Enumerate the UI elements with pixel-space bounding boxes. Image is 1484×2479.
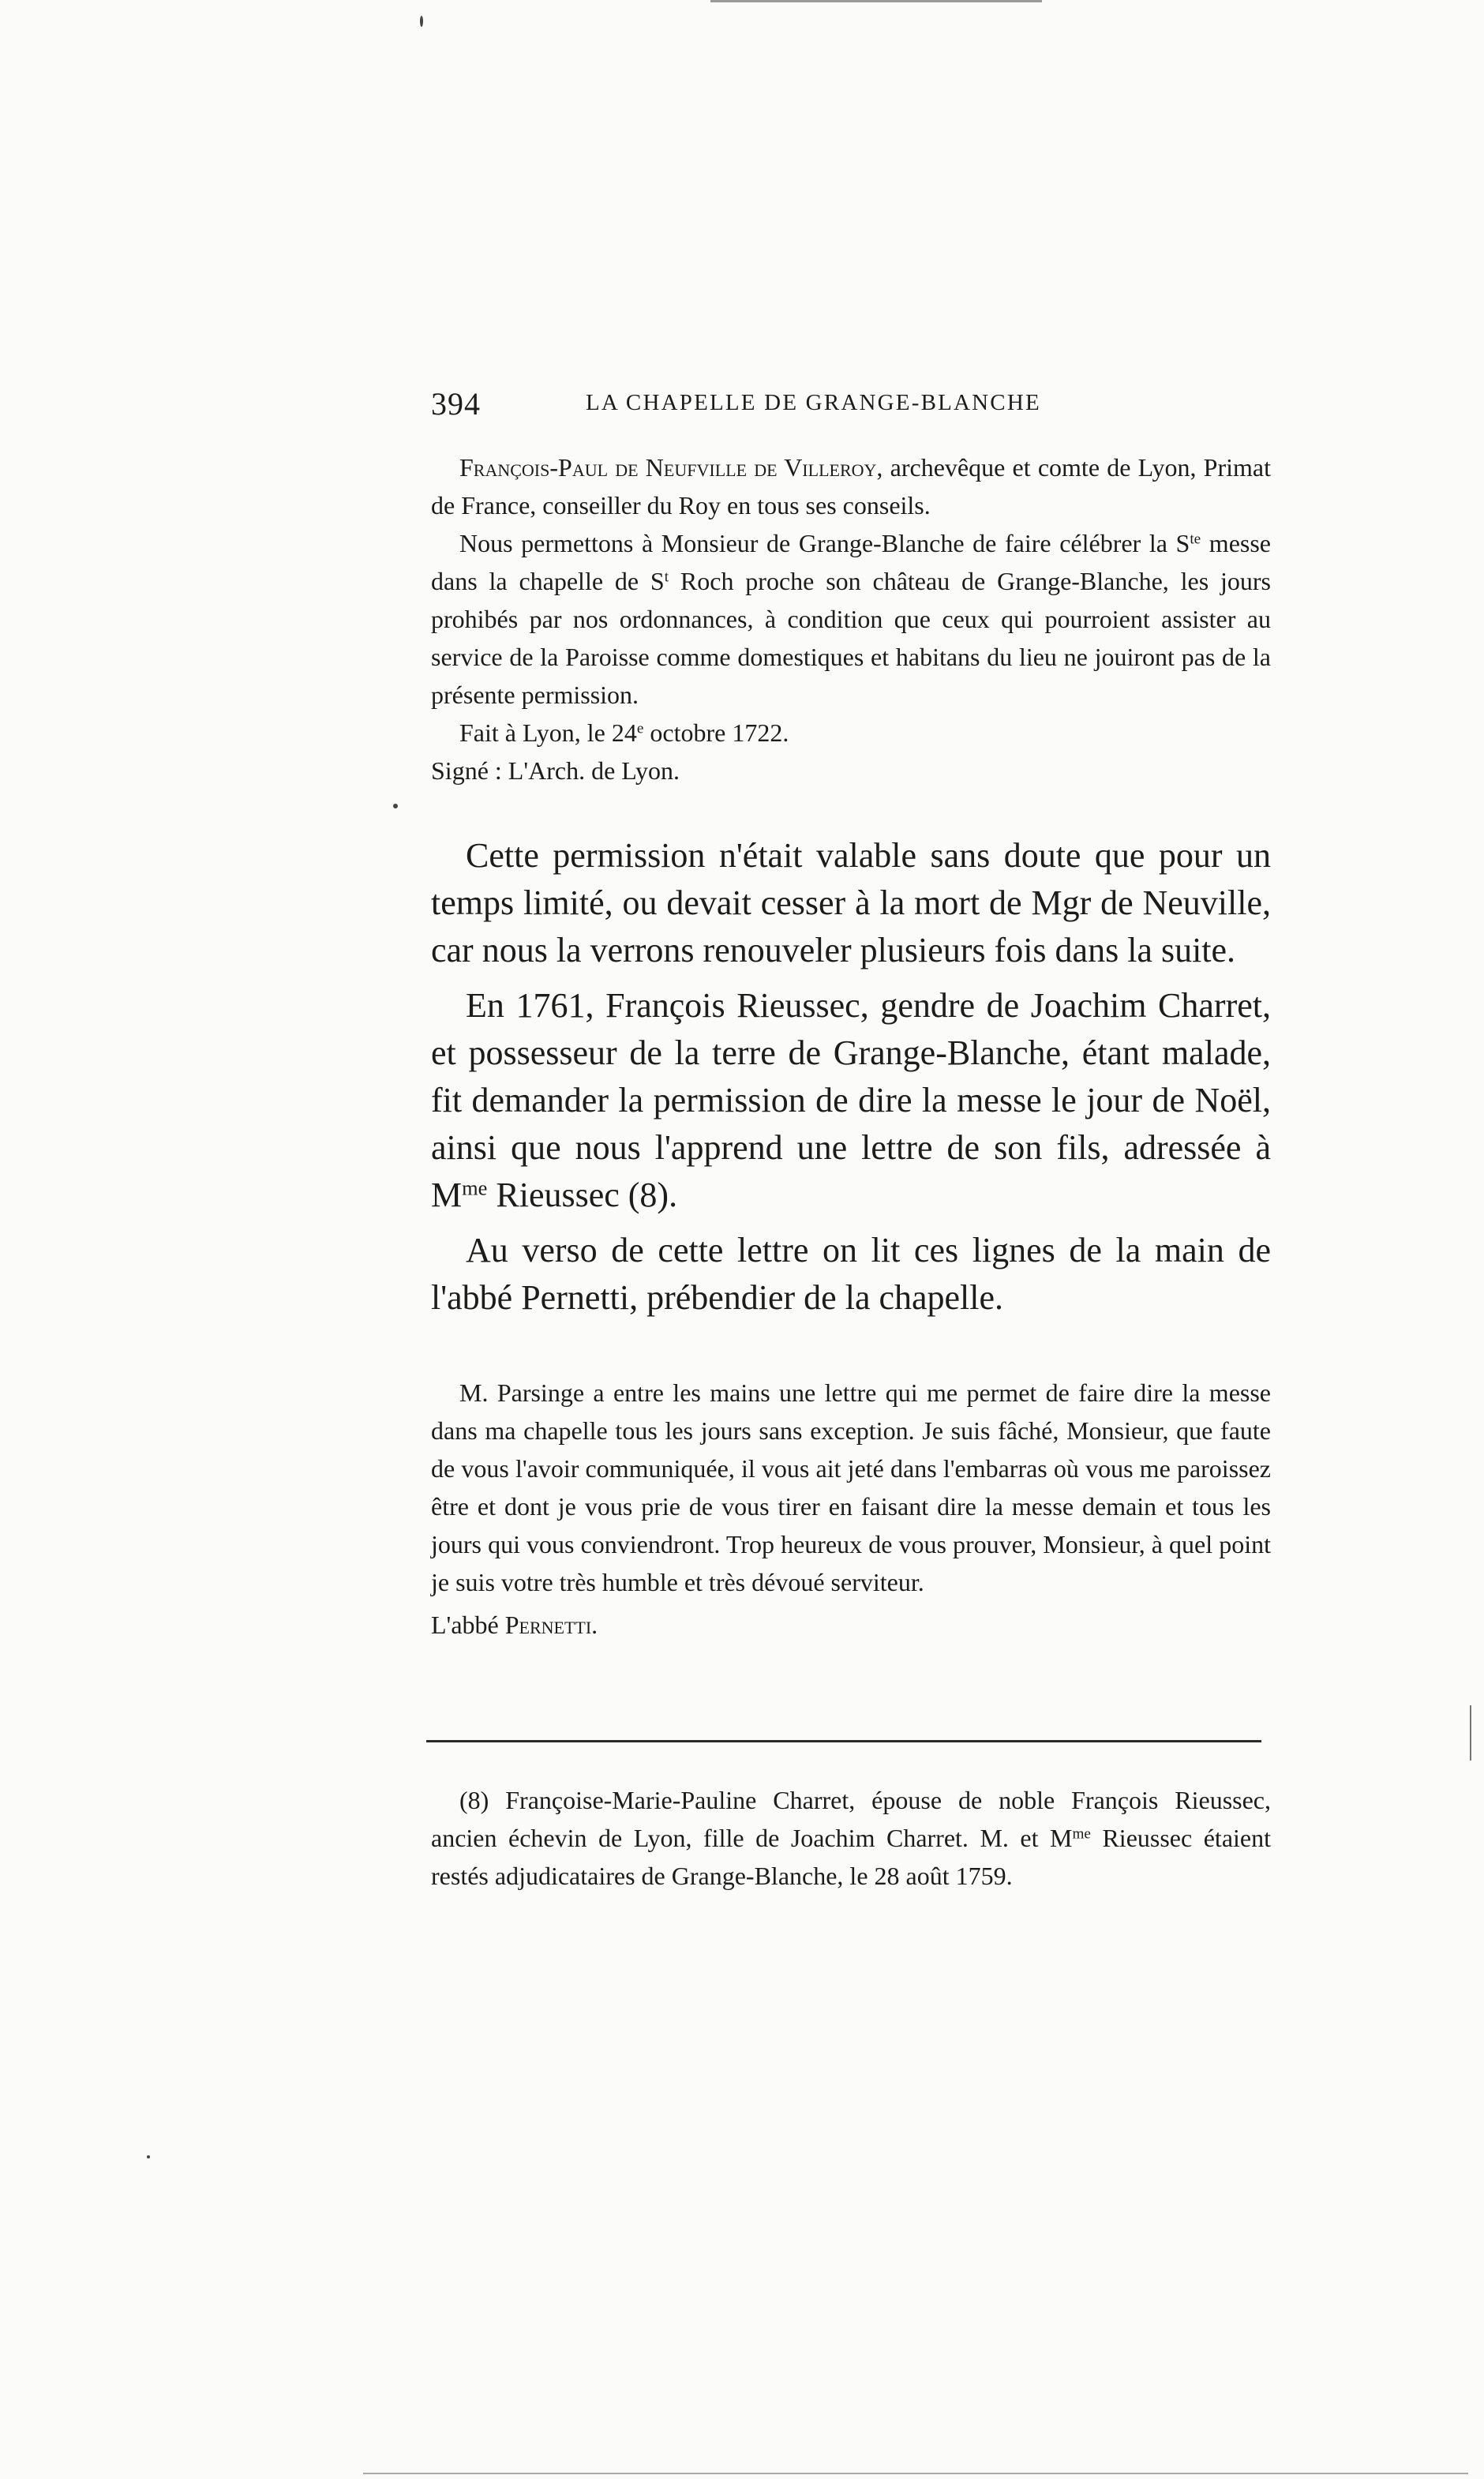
page-number: 394 [431, 386, 481, 422]
letter-text: M. Parsinge a entre les mains une lettre qui me permet de faire dire la messe dans ma chapelle tous les jours sans exception. Je suis fâché, Monsieur, que faute de vous l'avoir communiquée, il vous ait jeté dans l'embarras où vous me paroissez être et dont je vous prie de vous tirer en faisant dire la messe demain et tous les jours qui vous conviendront. Trop heureux de vous prouver, Monsieur, à quel point je suis votre très humble et très dévoué serviteur. [431, 1378, 1271, 1596]
running-title: LA CHAPELLE DE GRANGE-BLANCHE [586, 390, 1041, 415]
permission-signature: Signé : L'Arch. de Lyon. [431, 756, 680, 785]
permission-author: François-Paul de Neufville de Villeroy [459, 453, 877, 482]
paragraph-2: En 1761, François Rieussec, gendre de Joachim Charret, et possesseur de la terre de Grange-Blanche, étant malade, fit demander la permission de dire la messe le jour de Noël, ainsi que nous l'apprend une lettre de son fils, adressée à $M^{me}$ Rieussec (8). [431, 986, 1271, 1214]
paragraph-1: Cette permission n'était valable sans doute que pour un temps limité, ou devait cesser à la mort de Mgr de Neuville, car nous la verrons renouveler plusieurs fois dans la suite. [431, 836, 1271, 969]
footnote [431, 1781, 1271, 1895]
main-text [431, 832, 1271, 1322]
scan-speck [393, 804, 398, 808]
permission-date: Fait à Lyon, le 24e octobre 1722. [459, 718, 789, 747]
permission-document [431, 448, 1271, 789]
permission-heading [431, 448, 1271, 524]
permission-author-titles: , archevêque et comte de Lyon, Primat de France, conseiller du Roy en tous ses conseils. [431, 453, 1272, 519]
scan-edge-right [1470, 1705, 1471, 1761]
letter-signature: L'abbé Pernetti. [431, 1611, 598, 1639]
pernetti-letter [431, 1374, 1271, 1644]
page-header [431, 385, 1268, 425]
permission-body: Nous permettons à Monsieur de Grange-Blanche de faire célébrer la $S^{te}$ messe dans la chapelle de $S^t$ Roch proche son château de Grange-Blanche, les jours prohibés par nos ordonnances, à condition que ceux qui pourroient assister au service de la Paroisse comme domestiques et habitans du lieu ne jouiront pas de la présente permission. [431, 529, 1272, 709]
scan-speck [420, 16, 423, 27]
scan-edge-bottom [363, 2473, 1468, 2474]
footnote-text: (8) Françoise-Marie-Pauline Charret, épouse de noble François Rieussec, ancien échevin de Lyon, fille de Joachim Charret. M. et $M^{me}$ Rieussec étaient restés adjudicataires de Grange-Blanche, le 28 août 1759. [431, 1786, 1272, 1890]
scan-speck [147, 2155, 150, 2158]
paragraph-3: Au verso de cette lettre on lit ces lignes de la main de l'abbé Pernetti, prébendier de la chapelle. [431, 1231, 1271, 1317]
footnote-rule [426, 1740, 1261, 1742]
scan-edge-top [710, 0, 1042, 2]
